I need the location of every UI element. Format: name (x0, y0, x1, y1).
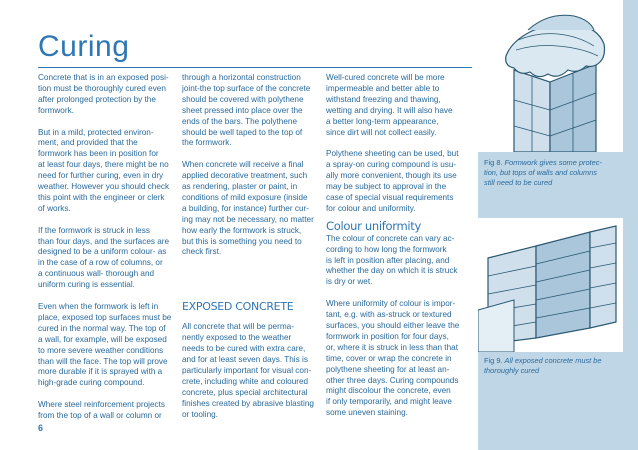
figure-label: Fig 8. (484, 158, 503, 167)
caption-text: All exposed concrete must be thoroughly cured (484, 356, 602, 375)
title-rule (38, 67, 472, 68)
paragraph: But in a mild, protected environ- ment, and provided that the formwork has been in position for at least four days, there might be no need for further curing, even in dry weather. However you should check this point with the engineer or clerk of works. (38, 127, 170, 213)
paragraph: When concrete will receive a final applied decorative treatment, such as rendering, plaster or paint, in conditions of mild exposure (inside a building, for instance) further cur- ing may not be necessary, no matter how early the formwork is struck, but this is something you need to check first. (182, 160, 314, 257)
paragraph: through a horizontal construction joint-the top surface of the concrete should be covered with polythene sheet pressed into place over the ends of the bars. The polythene should be well taped to the top of the formwork. (182, 73, 311, 148)
paragraph: All concrete that will be perma- nently exposed to the weather needs to be cured with extra care, and for at least seven days. This is particularly important for visual con- crete, including white and coloured concrete, plus special architectural finishes created by abrasive blasting or tooling. (182, 322, 314, 419)
paragraph: Well-cured concrete will be more impermeable and better able to withstand freezing and thawing, wetting and drying. It will also have a better long-term appearance, since dirt will not collect easily. (326, 73, 453, 137)
paragraph: If the formwork is struck in less than four days, and the surfaces are designed to be a uniform colour- as in the case of a row of columns, or a continuous wall- thorough and uniform curing is essential. (38, 225, 170, 290)
section-heading-exposed-concrete: EXPOSED CONCRETE (182, 300, 294, 314)
paragraph: Where steel reinforcement projects from the top of a wall or column or (38, 400, 165, 421)
column-with-cover-illustration (478, 0, 623, 152)
section-heading-colour-uniformity: Colour uniformity (326, 218, 421, 233)
figure-8-illustration (478, 0, 623, 152)
caption-text: Formwork gives some protec- tion, but tops of walls and columns still need to be cured (484, 158, 602, 187)
page-title: Curing (38, 30, 130, 63)
text-column-3 (326, 73, 466, 430)
figure-panel (478, 0, 638, 450)
paragraph: The colour of concrete can vary ac- cording to how long the formwork is left in position after placing, and whether the day on which it is struck is dry or wet. (326, 233, 458, 287)
paragraph: Where uniformity of colour is impor- tant, e.g. with as-struck or textured surfaces, you should either leave the formwork in position for four days, or, where it is struck in less than that time, cover or wrap the concrete in polythene sheeting for at least an- other three days. Curing compounds might discolour the concrete, even if only temporarily, and might leave some uneven staining. (326, 299, 460, 418)
paragraph: Polythene sheeting can be used, but a spray-on curing compound is usu- ally more convenient, though its use may be subject to approval in the case of special visual requirements for colour and uniformity. (326, 149, 459, 213)
paragraph: Even when the formwork is left in place, exposed top surfaces must be cured in the normal way. The top of a wall, for example, will be exposed to more severe weather conditions than will the face. The top will prove more durable if it is sprayed with a high-grade curing compound. (38, 301, 172, 388)
figure-label: Fig 9. (484, 356, 503, 365)
figure-8-caption (484, 158, 634, 188)
paragraph: Concrete that is in an exposed posi- tion must be thoroughly cured even after prolonged protection by the formwork. (38, 73, 169, 115)
page-number: 6 (38, 423, 44, 433)
text-column-1 (38, 73, 172, 433)
figure-9-caption (484, 356, 634, 376)
exposed-wall-illustration (478, 218, 623, 352)
figure-9-illustration (478, 218, 623, 352)
text-column-2 (182, 73, 318, 431)
